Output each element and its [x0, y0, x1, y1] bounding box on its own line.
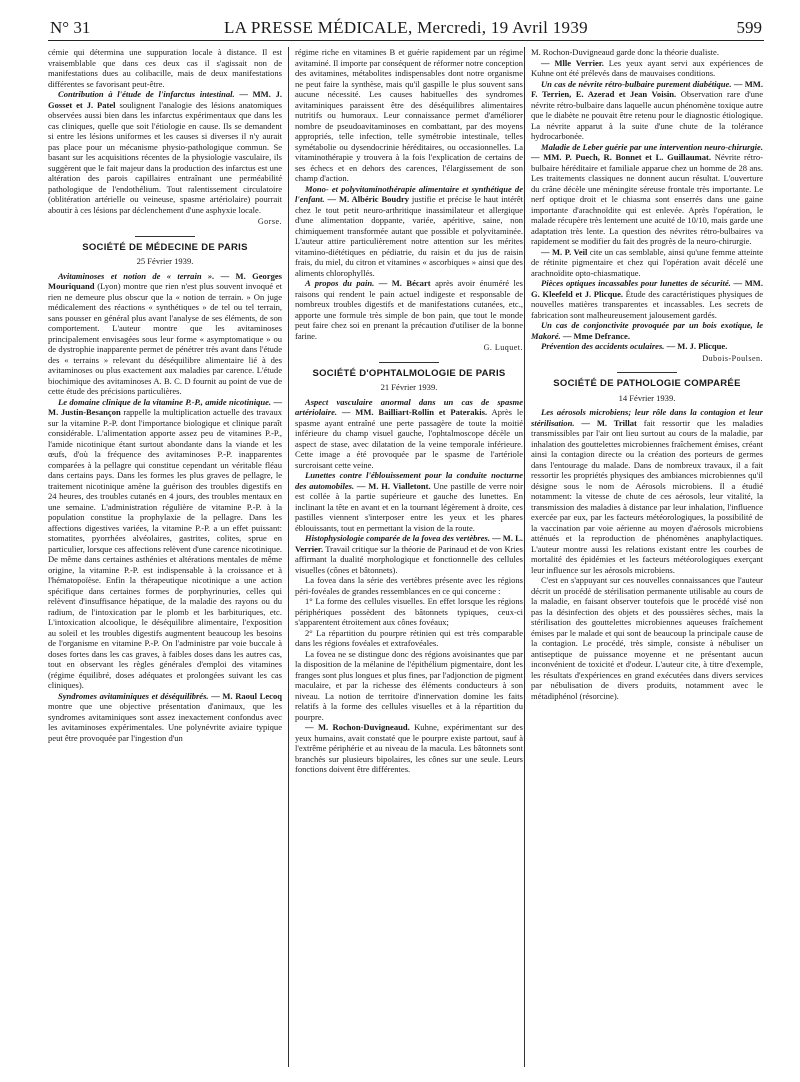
paragraph	[531, 142, 763, 247]
article-body: fait ressortir que les maladies transmissibles par l'air ont lieu surtout au cours de la maladie, par inhalation des gouttelettes microbiennes fraîchement émises, créant ainsi la contagion directe ou la création des porteurs de germes dans l'entourage du malade. Dans de nombreux travaux, il a fait ressortir les propriétés physiques des ambiances microbiennes qu'il désigne sous le nom de Aérosols microbiens. Il a étudié notamment: la vitesse de chute de ces aérosols, leur vitalité, la transmission des maladies à distance par leur inhalation, l'influence exercée par eux, par les facteurs météorologiques, la possibilité de la vaccination par voie aérienne au moyen d'aérosols microbiens atténués et la reproduction de phénomènes anaphylactiques. L'auteur montre aussi les relations existant entre les courbes de mortalité des épidémies et les facteurs météorologiques exerçant leur influence sur les aérosols microbiens.	[531, 417, 763, 575]
article-body: Étude des caractéristiques physiques de nouvelles matières transparentes et incassables. Les secrets de fabrication sont malheureusement jalousement gardés.	[531, 288, 763, 320]
article-title: Histophysiologie comparée de la fovea des vertèbres.	[305, 533, 490, 543]
article-authors: — M. Trillat	[574, 417, 637, 428]
paragraph	[295, 722, 523, 775]
paragraph	[295, 184, 523, 279]
divider	[379, 362, 439, 363]
article-body: rappelle la multiplication actuelle des travaux sur la vitamine P.-P. dont l'importance biologique et clinique paraît considérable. L'alimentation apporte assez peu de vitamines P.-P., l'amide nicotinique étant surtout abondante dans la viande et les œufs, d'où la fréquence des avitaminoses P.-P. inapparentes comparées à la pellagre qui constitue cependant un véritable fléau dans certains pays. Dans les formes les plus graves de pellagre, le traitement nicotinique amène la guérison des troubles digestifs en 24 heures, des troubles cutanés en 4 jours, des troubles mentaux en une semaine. L'administration régulière de vitamine P.-P. à la population constitue la prophylaxie de la pellagre. Dans les affections digestives variées, la vitamine P.-P. a un effet puissant: stomatites, pyorrhées alvéolaires, gastrites, colites, sprue en particulier, lorsque ces affections relèvent d'une carence nicotinique. De même dans certaines asthénies et altérations mentales de même origine, la vitamine P.-P. est indispensable à la croissance et à l'hématopoïèse. Enfin la thérapeutique nicotinique a une action spécifique dans certaines formes de porphyrinuries, celles qui relèvent d'insuffisance hépatique, de la maladie des rayons ou du radium, de l'intoxication par le plomb et les barbituriques, etc. L'intoxication alcoolique, le déséquilibre alimentaire, l'exposition au soleil et les troubles digestifs augmentent beaucoup les besoins de l'organisme en vitamine P.-P. On l'administre par voie buccale à doses fortes dans les cas graves, à faibles doses dans les autres cas, tout en observant les règles générales d'emploi des vitamines (régime équilibré, doses adéquates et prolongées suivant les cas cliniques).	[48, 407, 282, 690]
article-body: Kuhne, expérimentant sur des yeux humains, avait constaté que le pourpre existe partout, sauf à l'extrême périphérie et au niveau de la macula. Les bâtonnets sont branchés sur plusieurs bipolaires, les cônes sur une seule. Leurs fonctions doivent être différentes.	[295, 722, 523, 774]
page-number: 599	[736, 18, 762, 37]
article-authors: — M. H. Vialletont.	[354, 480, 431, 491]
article-body: Névrite rétro-bulbaire héréditaire et familiale apparue chez un homme de 28 ans. Les traitements classiques ne donnent aucun résultat. L'ouverture du crâne décèle une méningite séreuse frontale très importante. Le nerf optique droit et le chiasma sont enserrés dans une gaine importante d'arachnoïdite qui est enlevée. Après l'opération, le malade récupère très lentement une acuité de 10/10, mais garde une adaptation très lente. La question des névrites rétro-bulbaires va rapidement se modifier du fait des progrès de la neuro-chirurgie.	[531, 152, 763, 246]
paragraph	[531, 58, 763, 79]
section-date: 21 Février 1939.	[380, 382, 438, 392]
article-title: Lunettes contre l'éblouissement pour la conduite nocturne des automobiles.	[295, 470, 523, 491]
article-body: après avoir énuméré les raisons qui rendent le pain actuel indigeste et responsable de nombreux troubles digestifs et de manifestations cutanées, etc., apporte une formule très simple de bon pain, que tout le monde peut faire chez soi en prenant la précaution d'utiliser de la bonne farine.	[295, 278, 523, 341]
paragraph	[295, 470, 523, 533]
signature: Dubois-Poulsen.	[702, 353, 763, 363]
section-date: 25 Février 1939.	[136, 256, 194, 266]
divider	[135, 236, 195, 237]
article-body: soulignent l'analogie des lésions anatomiques observées aussi bien dans les infarctus expérimentaux que dans les cas cliniques, quelle que soit l'étiologie en cause. Ils se demandent si entre les lésions uniformes et les causes si diverses il n'y aurait pas place pour un mécanisme physio-pathologique commun. Se basant sur les acquisitions récentes de la physiologie vasculaire, ils suggèrent que le fait majeur dans la production des infarctus est une altération des parois capillaires entraînant une perméabilité pathologique de l'endothélium. Tout ralentissement circulatoire (oblitération artérielle ou veineuse, spasme artériolaire) pourrait aboutir à ces lésions par déclenchement d'une asphyxie locale.	[48, 99, 282, 215]
article-body: Travail critique sur la théorie de Parinaud et de von Kries affirmant la dualité morphologique et fonctionnelle des cellules visuelles (cônes et bâtonnets).	[295, 543, 523, 575]
article-authors: — MM. Bailliart-Rollin et Paterakis.	[337, 407, 488, 417]
article-body: Une pastille de verre noir est collée à la partie supérieure et gauche des lunettes. En inclinant la tête en avant et en la tournant légèrement à droite, ces pastilles viennent s'interposer entre les yeux et les phares éblouissants, tout en permettant la vision de la route.	[295, 480, 523, 533]
article-authors: — MM. P. Puech, R. Bonnet et L. Guillaumat.	[531, 152, 712, 162]
article-authors: — MM. G. Kleefeld et J. Plicque.	[531, 278, 763, 299]
paragraph	[48, 691, 282, 744]
signature: G. Luquet.	[483, 343, 523, 352]
article-body: (Lyon) montre que rien n'est plus souvent invoqué et rien ne demeure plus obscur que la « notion de terrain. » On juge médicalement des réactions « synthétiques » de tel ou tel terrain, sans pousser en général plus avant l'analyse de ses éléments, de son comportement. L'auteur montre que les avitaminoses principalement envisagées sous leur forme « asymptomatique » ou de dystrophie inapparente permet de pénétrer très avant dans l'étude des « terrains » relevant du déséquilibre alimentaire lié à des avitaminoses ou plus exactement aux maladies par carence. L'étude biochimique des avitaminoses A. B. C. D fournit au point de vue de cette étude des précisions particulières.	[48, 281, 282, 396]
article-authors: — M. L. Verrier.	[295, 533, 523, 554]
paragraph	[48, 89, 282, 215]
journal-title: LA PRESSE MÉDICALE, Mercredi, 19 Avril 1939	[224, 18, 588, 37]
paragraph	[531, 341, 763, 352]
article-body: cite un cas semblable, ainsi qu'une femme atteinte de rétinite pigmentaire et chez qui l'opération avait décelé une arachnoïdite opto-chiasmatique.	[531, 246, 763, 278]
article-title: Un cas de névrite rétro-bulbaire purement diabétique.	[541, 78, 732, 89]
paragraph	[531, 407, 763, 575]
paragraph: cémie qui détermina une suppuration locale à distance. Il est vraisemblable que dans ces deux cas il s'agissait non de manifestations dues au colibacille, mais de deux manifestations différentes se favorisant peut-être.	[48, 47, 282, 89]
column-2	[288, 47, 523, 1067]
article-body: Observation rare d'une névrite rétro-bulbaire dans laquelle aucun phénomène toxique autre que le diabète ne pouvait être retenu pour le diagnostic étiologique. La névrite apparut à la suite d'une chute de la tolérance hydrocarbonée.	[531, 89, 763, 141]
article-authors: — M. Raoul Lecoq	[208, 690, 282, 701]
signature: Gorse.	[257, 217, 282, 226]
article-title: A propos du pain.	[305, 278, 375, 288]
paragraph	[48, 271, 282, 397]
article-title: Mono- et polyvitaminothérapie alimentaire et synthétique de l'enfant.	[295, 183, 523, 204]
article-authors: — M. Rochon-Duvigneaud.	[305, 722, 410, 732]
article-body: Après le spasme ayant entraîné une perte passagère de toute la moitié inférieure du champ visuel gauche, l'ophtalmoscope décèle un aspect de stase, avec dilatation de la veine temporale inférieure. Cette image a été provoquée par le spasme de l'artériole surcroisant cette veine.	[295, 407, 523, 470]
article-authors: — M. Georges Mouriquand	[48, 270, 282, 291]
section-date: 14 Février 1939.	[618, 392, 676, 403]
article-authors: — Mlle Verrier.	[541, 57, 604, 68]
article-authors: — M. J. Plicque.	[664, 341, 728, 351]
paragraph	[531, 320, 763, 341]
paragraph: régime riche en vitamines B et guérie rapidement par un régime avitaminé. Il importe par conséquent de réformer notre conception des avitamines, métabolites indispensables dont notre organisme ne peut faire la synthèse, mais qu'il gaspille le plus souvent sans aucune nécessité. Les causes habituelles des syndromes avitaminiques paraissent être des déséquilibres alimentaires nutritifs ou humoraux. Leur connaissance permet d'améliorer nombre de pseudoavitaminoses en combattant, par des moyens appropriés, telle infection, telle symétrobie intestinale, telles symétabolie ou dysendocrinie héréditaires, ou occasionnelles. La vitaminothérapie y trouvera à la fois l'explication de certains de ses échecs et en dehors des carences, l'élargissement de son champ d'action.	[295, 47, 523, 183]
column-3	[524, 47, 763, 1067]
article-title: Aspect vasculaire anormal dans un cas de spasme artériolaire.	[295, 396, 523, 417]
section-title: SOCIÉTÉ DE MÉDECINE DE PARIS	[82, 241, 248, 253]
article-title: Le domaine clinique de la vitamine P.-P., amide nicotinique.	[58, 396, 272, 407]
article-title: Un cas de conjonctivite provoquée par un bois exotique, le Makoré.	[531, 320, 763, 341]
paragraph	[295, 533, 523, 575]
article-authors: — MM. F. Terrien, E. Azerad et Jean Voisin.	[531, 78, 763, 99]
article-authors: — M. Justin-Besançon	[48, 396, 282, 417]
paragraph: 2° La répartition du pourpre rétinien qui est très comparable dans les régions fovéales et extrafovéales.	[295, 627, 523, 648]
paragraph	[48, 397, 282, 691]
paragraph: La fovea ne se distingue donc des régions avoisinantes que par la disposition de la mélanine de l'épithélium pigmentaire, dont les franges sont plus longues et plus fines, par l'adjonction de pigment maculaire, et par la richesse des éléments conducteurs à son niveau. La notion de territoire d'innervation domine les faits relatifs à la forme des cellules visuelles et à la répartition du pourpre.	[295, 648, 523, 722]
article-authors: — Mme Defrance.	[560, 330, 630, 341]
paragraph: M. Rochon-Duvigneaud garde donc la théorie dualiste.	[531, 47, 719, 57]
issue-number: N° 31	[50, 18, 91, 37]
article-title: Prévention des accidents oculaires.	[541, 341, 665, 351]
article-title: Pièces optiques incassables pour lunettes de sécurité.	[541, 278, 731, 288]
paragraph	[295, 278, 523, 341]
paragraph	[531, 278, 763, 320]
section-title: SOCIÉTÉ DE PATHOLOGIE COMPARÉE	[553, 378, 741, 389]
article-body: Les yeux ayant servi aux expériences de Kuhne ont été prélevés dans de mauvaises conditions.	[531, 57, 764, 78]
article-authors: — M. Albéric Boudry	[324, 194, 410, 204]
article-authors: — M. P. Veil	[541, 246, 588, 257]
article-title: Maladie de Leber guérie par une intervention neuro-chirurgie.	[541, 141, 763, 152]
article-body: justifie et précise le haut intérêt chez le tout petit neuro-arthritique inassimilateur et allergique d'une alimentation doppante, variée, apéritive, saine, non chimiquement transformée autant que possible et polyvitaminée. L'auteur attire particulièrement notre attention sur les mérites vitamino-diététiques en pédiatrie, du raisin et du jus de raisin frais, du miel, du citron et vitamines « ascorbiques » ainsi que des aliments chlorophyllés.	[295, 194, 523, 278]
article-title: Les aérosols microbiens; leur rôle dans la contagion et leur stérilisation.	[531, 407, 763, 428]
header-rule	[48, 40, 764, 41]
article-body: montre que une objective présentation d'animaux, que les syndromes avitaminiques sont assez inexactement confondus avec les avitaminoses expérimentales. Une polynévrite aviaire typique peut être provoquée par l'ingestion d'un	[48, 701, 282, 743]
paragraph	[531, 79, 763, 142]
paragraph: La fovea dans la série des vertèbres présente avec les régions péri-fovéales de grandes ressemblances en ce qui concerne :	[295, 575, 523, 596]
article-title: Contribution à l'étude de l'infarctus intestinal.	[58, 89, 235, 99]
paragraph: C'est en s'appuyant sur ces nouvelles connaissances que l'auteur décrit un procédé de stérilisation permanente utilisable au cours de la maladie, en faisant observer toutefois que le procédé visé non pas la désinfection des objets et des poussières sèches, mais la stérilisation des gouttelettes microbiennes aqueuses fraîchement émises par le malade et qui sont de beaucoup la principale cause de la contagion. Le procédé, très simple, consiste à nébuliser un antiseptique de puissance moyenne et ne présentant aucun inconvénient de toxicité et d'odeur. L'auteur cite, à titre d'exemple, les résultats d'expériences en grand exécutées dans divers services par nébulisation de divers produits, notamment avec le métadiphénol (résorcine).	[531, 575, 763, 701]
article-authors: — M. Bécart	[374, 278, 431, 288]
article-title: Syndromes avitaminiques et déséquilibrés.	[58, 690, 209, 701]
section-title: SOCIÉTÉ D'OPHTALMOLOGIE DE PARIS	[312, 367, 506, 379]
article-authors: — MM. J. Gosset et J. Patel	[48, 89, 282, 110]
article-title: Avitaminoses et notion de « terrain ».	[58, 270, 215, 281]
paragraph	[295, 397, 523, 471]
paragraph	[531, 247, 763, 279]
column-1	[48, 47, 282, 1067]
page-header	[50, 16, 762, 40]
paragraph: 1° La forme des cellules visuelles. En effet lorsque les régions périphériques possèdent des bâtonnets typiques, ceux-ci s'apparentent étroitement aux cônes fovéaux;	[295, 596, 523, 627]
divider	[617, 372, 677, 373]
